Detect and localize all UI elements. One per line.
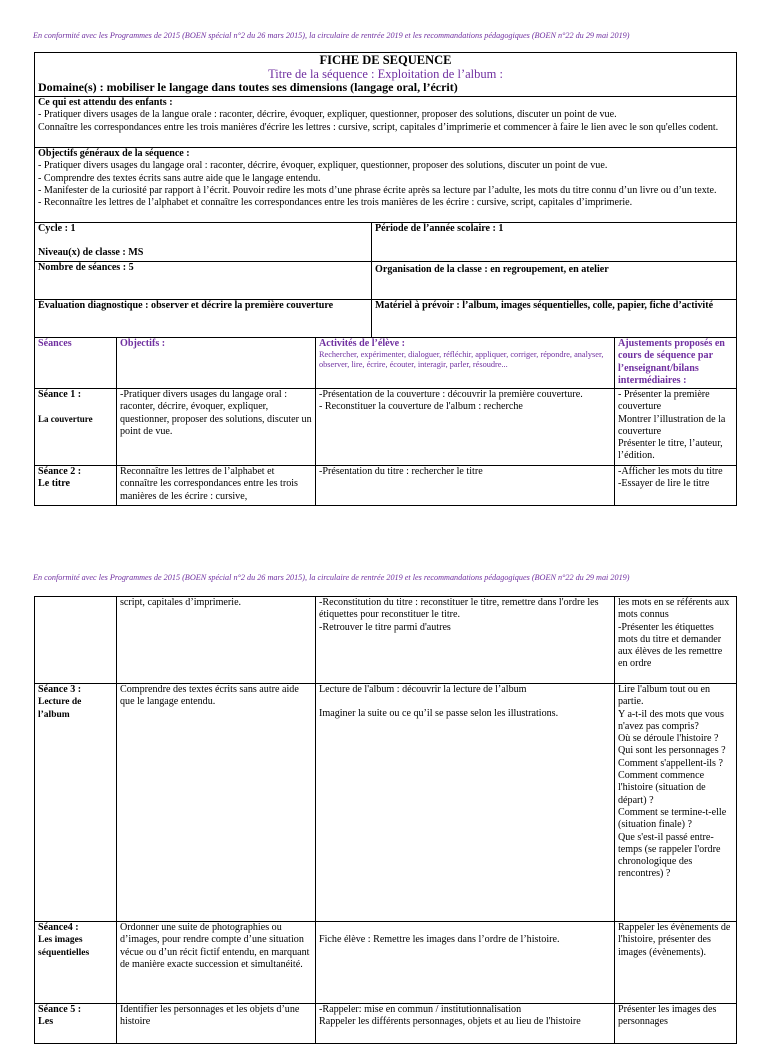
session-adjustment: Comment commence l'histoire (situation de départ) ? [618, 770, 706, 806]
cycle-row [35, 223, 737, 262]
session-adjustment: Présenter le titre, l’auteur, l’édition. [618, 438, 723, 462]
session-adjustment: Comment se termine-t-elle (situation finale) ? [618, 806, 727, 831]
cycle-value: Cycle : 1 [38, 223, 76, 234]
session-adjustment: -Présenter les étiquettes mots du titre et demander aux élèves de les remettre en ordre [618, 621, 723, 670]
evaluation-row [35, 300, 737, 338]
session-activity: Imaginer la suite ou ce qu’il se passe selon les illustrations. [319, 708, 559, 720]
school-period: Période de l’année scolaire : 1 [375, 223, 504, 234]
session-name: La couverture [38, 414, 93, 425]
sheet-title-row [35, 53, 737, 97]
col-header-objectifs: Objectifs : [117, 338, 316, 389]
page-header-note: En conformité avec les Programmes de 2015 (BOEN spécial n°2 du 26 mars 2015), la circulaire de rentrée 2019 et les recommandations pédagogiques (BOEN n°22 du 29 mai 2019) [33, 31, 630, 40]
session-activity: -Présentation du titre : rechercher le titre [316, 466, 615, 506]
session-label: Séance 3 : [38, 684, 82, 695]
objectives-label: Objectifs généraux de la séquence : [38, 148, 190, 159]
session-name: Les [38, 1016, 54, 1028]
session-adjustment: les mots en se référents aux mots connus [618, 597, 730, 621]
session-label: Séance 5 : [38, 1004, 82, 1015]
session-activity: Fiche élève : Remettre les images dans l’ordre de l’histoire. [316, 922, 615, 1004]
session-activity: -Retrouver le titre parmi d'autres [319, 621, 451, 633]
diagnostic-evaluation: Évaluation diagnostique : observer et décrire la première couverture [38, 300, 334, 311]
session-adjustment: Rappeler les évènements de l'histoire, présenter des images (évènements). [615, 922, 737, 1004]
session-row-2-continued [35, 597, 737, 684]
session-objective: Identifier les personnages et les objets d’une histoire [117, 1004, 316, 1044]
class-level: Niveau(x) de classe : MS [38, 247, 144, 259]
session-objective: -Pratiquer divers usages du langage oral : raconter, décrire, évoquer, expliquer, questionner, proposer des solutions, discuter un point de vue. [117, 389, 316, 466]
activities-hint: Rechercher, expérimenter, dialoguer, réfléchir, appliquer, corriger, répondre, analyser, observer, lire, écrire, écouter, interagir, parler, résoudre... [319, 350, 604, 370]
sequence-sheet-table-continued [34, 596, 737, 1044]
expected-row [35, 97, 737, 148]
domain-line: Domaine(s) : mobiliser le langage dans toutes ses dimensions (langage oral, l’écrit) [38, 80, 458, 94]
expected-line: Connaître les correspondances entre les trois manières d'écrire les lettres : cursive, script, capitales d’imprimerie et commencer à faire le lien avec le son qu'elles codent. [38, 121, 719, 133]
session-row-2 [35, 466, 737, 506]
col-header-activites: Activités de l’élève : [319, 338, 406, 349]
columns-header-row [35, 338, 737, 389]
session-name: Le titre [38, 478, 71, 490]
session-row-1 [35, 389, 737, 466]
class-organisation: Organisation de la classe : en regroupement, en atelier [375, 264, 609, 275]
session-activity: - Reconstituer la couverture de l'album : recherche [319, 401, 523, 413]
session-label: Séance 2 : [38, 466, 82, 477]
session-name: Lecture de l’album [38, 697, 82, 720]
session-adjustment: Montrer l’illustration de la couverture [618, 413, 726, 437]
col-header-seances: Séances [35, 338, 117, 389]
session-activity: -Reconstitution du titre : reconstituer le titre, remettre dans l'ordre les étiquettes pour reconstituer le titre. [319, 597, 599, 621]
session-label: Séance 1 : [38, 389, 82, 400]
expected-line: - Pratiquer divers usages de la langue orale : raconter, décrire, évoquer, expliquer, questionner, proposer des solutions, discuter un point de vue. [38, 109, 617, 121]
session-label: Séance4 : [38, 922, 79, 933]
objective-line: - Manifester de la curiosité par rapport à l’écrit. Pouvoir redire les mots d’une phrase écrite après sa lecture par l’adulte, les mots du titre connu d’un livre ou d’un texte. [38, 184, 717, 196]
session-activity: -Présentation de la couverture : découvrir la première couverture. [319, 389, 583, 400]
sequence-title: Titre de la séquence : Exploitation de l’album : [268, 67, 503, 81]
sessions-row [35, 262, 737, 300]
expected-label: Ce qui est attendu des enfants : [38, 97, 173, 108]
session-adjustment: Lire l'album tout ou en partie. [618, 684, 711, 708]
sheet-heading: FICHE DE SEQUENCE [319, 53, 452, 67]
page-header-note: En conformité avec les Programmes de 2015 (BOEN spécial n°2 du 26 mars 2015), la circulaire de rentrée 2019 et les recommandations pédagogiques (BOEN n°22 du 29 mai 2019) [33, 573, 630, 582]
sequence-sheet-table [34, 52, 737, 506]
session-adjustment: -Essayer de lire le titre [618, 478, 710, 490]
objective-line: - Pratiquer divers usages du langage oral : raconter, décrire, évoquer, expliquer, questionner, proposer des solutions, discuter un point de vue. [38, 160, 608, 172]
session-name: Les images séquentielles [38, 935, 90, 958]
session-adjustment: Y a-t-il des mots que vous n'avez pas compris? [618, 708, 724, 732]
session-adjustment: Que s'est-il passé entre-temps (se rappeler l'ordre chronologique des rencontres) ? [618, 831, 721, 880]
session-adjustment: - Présenter la première couverture [618, 389, 710, 413]
session-objective: script, capitales d’imprimerie. [117, 597, 316, 684]
session-objective: Reconnaître les lettres de l’alphabet et connaître les correspondances entre les trois manières de les écrire : cursive, [117, 466, 316, 506]
objectives-row [35, 148, 737, 223]
session-activity: -Rappeler: mise en commun / institutionnalisation [319, 1004, 522, 1015]
session-activity: Rappeler les différents personnages, objets et au lieu de l'histoire [319, 1016, 581, 1028]
session-adjustment: Où se déroule l'histoire ? [618, 733, 719, 745]
material-needed: Matériel à prévoir : l’album, images séquentielles, colle, papier, fiche d’activité [375, 300, 714, 311]
session-adjustment: Comment s'appellent-ils ? [618, 757, 723, 769]
session-activity: Lecture de l'album : découvrir la lecture de l’album [319, 684, 527, 695]
session-count: Nombre de séances : 5 [38, 262, 134, 273]
session-objective: Comprendre des textes écrits sans autre aide que le langage entendu. [117, 684, 316, 922]
session-row-3 [35, 684, 737, 922]
session-adjustment: -Afficher les mots du titre [618, 466, 723, 477]
session-adjustment: Qui sont les personnages ? [618, 745, 726, 757]
session-adjustment: Présenter les images des personnages [615, 1004, 737, 1044]
objective-line: - Reconnaître les lettres de l’alphabet et connaître les correspondances entre les trois manières de les écrire : cursive, script, capitales d’imprimerie. [38, 197, 633, 209]
session-objective: Ordonner une suite de photographies ou d’images, pour rendre compte d’une situation vécue ou d’un récit fictif entendu, en marquant de manière exacte succession et simultanéité. [117, 922, 316, 1004]
col-header-ajustements: Ajustements proposés en cours de séquence par l’enseignant/bilans intermédiaires : [615, 338, 737, 389]
session-row-4 [35, 922, 737, 1004]
objective-line: - Comprendre des textes écrits sans autre aide que le langage entendu. [38, 172, 321, 184]
